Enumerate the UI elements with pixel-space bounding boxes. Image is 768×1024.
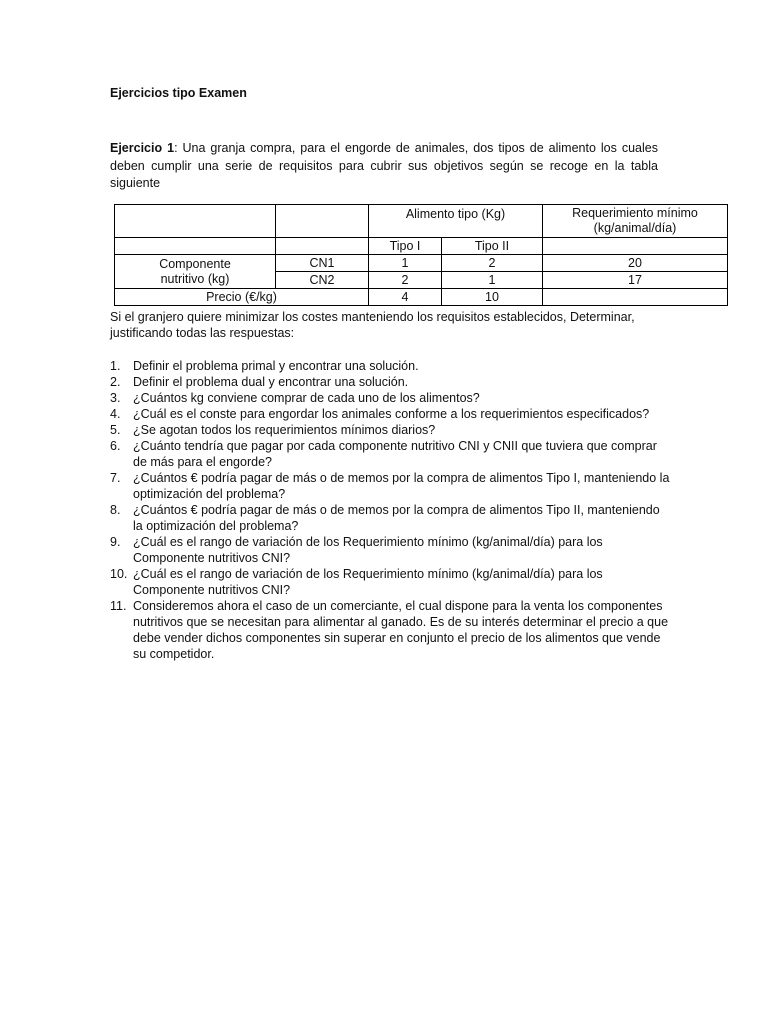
- row-name: CN1: [276, 255, 369, 272]
- list-item-number: 9.: [110, 535, 121, 549]
- list-item-number: 7.: [110, 471, 121, 485]
- list-item-number: 2.: [110, 375, 121, 389]
- list-item-text: Definir el problema dual y encontrar una solución.: [133, 375, 409, 389]
- list-item-number: 1.: [110, 359, 121, 373]
- list-item-text: ¿Cuántos kg conviene comprar de cada uno de los alimentos?: [133, 391, 480, 405]
- list-item: [110, 470, 670, 502]
- list-item: [110, 390, 670, 406]
- header-tipo-1: Tipo I: [369, 238, 442, 255]
- row-name: CN2: [276, 272, 369, 289]
- list-item-number: 3.: [110, 391, 121, 405]
- price-tipo1: 4: [369, 289, 442, 306]
- table-cell-empty: [543, 289, 728, 306]
- requirements-table: [114, 204, 728, 306]
- instructions-text: Si el granjero quiere minimizar los costes manteniendo los requisitos establecidos, Determinar, justificando todas las respuestas:: [110, 310, 635, 340]
- list-item-number: 8.: [110, 503, 121, 517]
- list-item-text: Consideremos ahora el caso de un comerciante, el cual dispone para la venta los componentes nutritivos que se necesitan para alimentar al ganado. Es de su interés determinar el precio a que debe vender dichos componentes sin superar en conjunto el precio de los alimentos que vende su competidor.: [133, 599, 669, 661]
- list-item-number: 11.: [110, 599, 127, 613]
- price-tipo2: 10: [442, 289, 543, 306]
- questions-list: [110, 358, 670, 662]
- row-tipo2-value: 1: [442, 272, 543, 289]
- list-item: [110, 438, 670, 470]
- list-item: [110, 566, 670, 598]
- list-item: [110, 598, 670, 662]
- list-item-text: Definir el problema primal y encontrar una solución.: [133, 359, 419, 373]
- list-item-text: ¿Cuántos € podría pagar de más o de memos por la compra de alimentos Tipo II, manteniendo la optimización del problema?: [133, 503, 660, 533]
- list-item: [110, 534, 670, 566]
- list-item-number: 10.: [110, 567, 128, 581]
- table-cell-empty: [543, 238, 728, 255]
- list-item-text: ¿Cuál es el rango de variación de los Requerimiento mínimo (kg/animal/día) para los Componente nutritivos CNI?: [133, 567, 603, 597]
- table-cell-empty: [276, 205, 369, 238]
- table-cell-empty: [276, 238, 369, 255]
- list-item: [110, 358, 670, 374]
- exercise-intro: [110, 140, 658, 193]
- list-item-number: 6.: [110, 439, 121, 453]
- row-tipo1-value: 1: [369, 255, 442, 272]
- list-item: [110, 406, 670, 422]
- row-req-value: 17: [543, 272, 728, 289]
- list-item: [110, 422, 670, 438]
- header-tipo-2: Tipo II: [442, 238, 543, 255]
- list-item-text: ¿Cuál es el conste para engordar los animales conforme a los requerimientos especificados?: [133, 407, 650, 421]
- exercise-text: : Una granja compra, para el engorde de animales, dos tipos de alimento los cuales deben cumplir una serie de requisitos para cubrir sus objetivos según se recoge en la tabla siguiente: [110, 141, 658, 190]
- price-row: [115, 289, 728, 306]
- table-cell-empty: [115, 205, 276, 238]
- row-tipo2-value: 2: [442, 255, 543, 272]
- page-title: Ejercicios tipo Examen: [110, 86, 247, 100]
- list-item-text: ¿Cuánto tendría que pagar por cada componente nutritivo CNI y CNII que tuviera que comprar de más para el engorde?: [133, 439, 657, 469]
- list-item: [110, 502, 670, 534]
- list-item: [110, 374, 670, 390]
- list-item-text: ¿Cuál es el rango de variación de los Requerimiento mínimo (kg/animal/día) para los Componente nutritivos CNI?: [133, 535, 603, 565]
- table-subheader-row: [115, 238, 728, 255]
- component-label: Componente nutritivo (kg): [115, 255, 276, 289]
- table-header-row: [115, 205, 728, 238]
- header-food-type: Alimento tipo (Kg): [369, 205, 543, 238]
- row-req-value: 20: [543, 255, 728, 272]
- list-item-number: 4.: [110, 407, 121, 421]
- list-item-text: ¿Cuántos € podría pagar de más o de memos por la compra de alimentos Tipo I, manteniendo la optimización del problema?: [133, 471, 670, 501]
- table-cell-empty: [115, 238, 276, 255]
- header-min-requirement: Requerimiento mínimo (kg/animal/día): [543, 205, 728, 238]
- table-row: [115, 255, 728, 272]
- list-item-number: 5.: [110, 423, 121, 437]
- exercise-label: Ejercicio 1: [110, 141, 175, 155]
- row-tipo1-value: 2: [369, 272, 442, 289]
- price-label: Precio (€/kg): [115, 289, 369, 306]
- list-item-text: ¿Se agotan todos los requerimientos mínimos diarios?: [133, 423, 436, 437]
